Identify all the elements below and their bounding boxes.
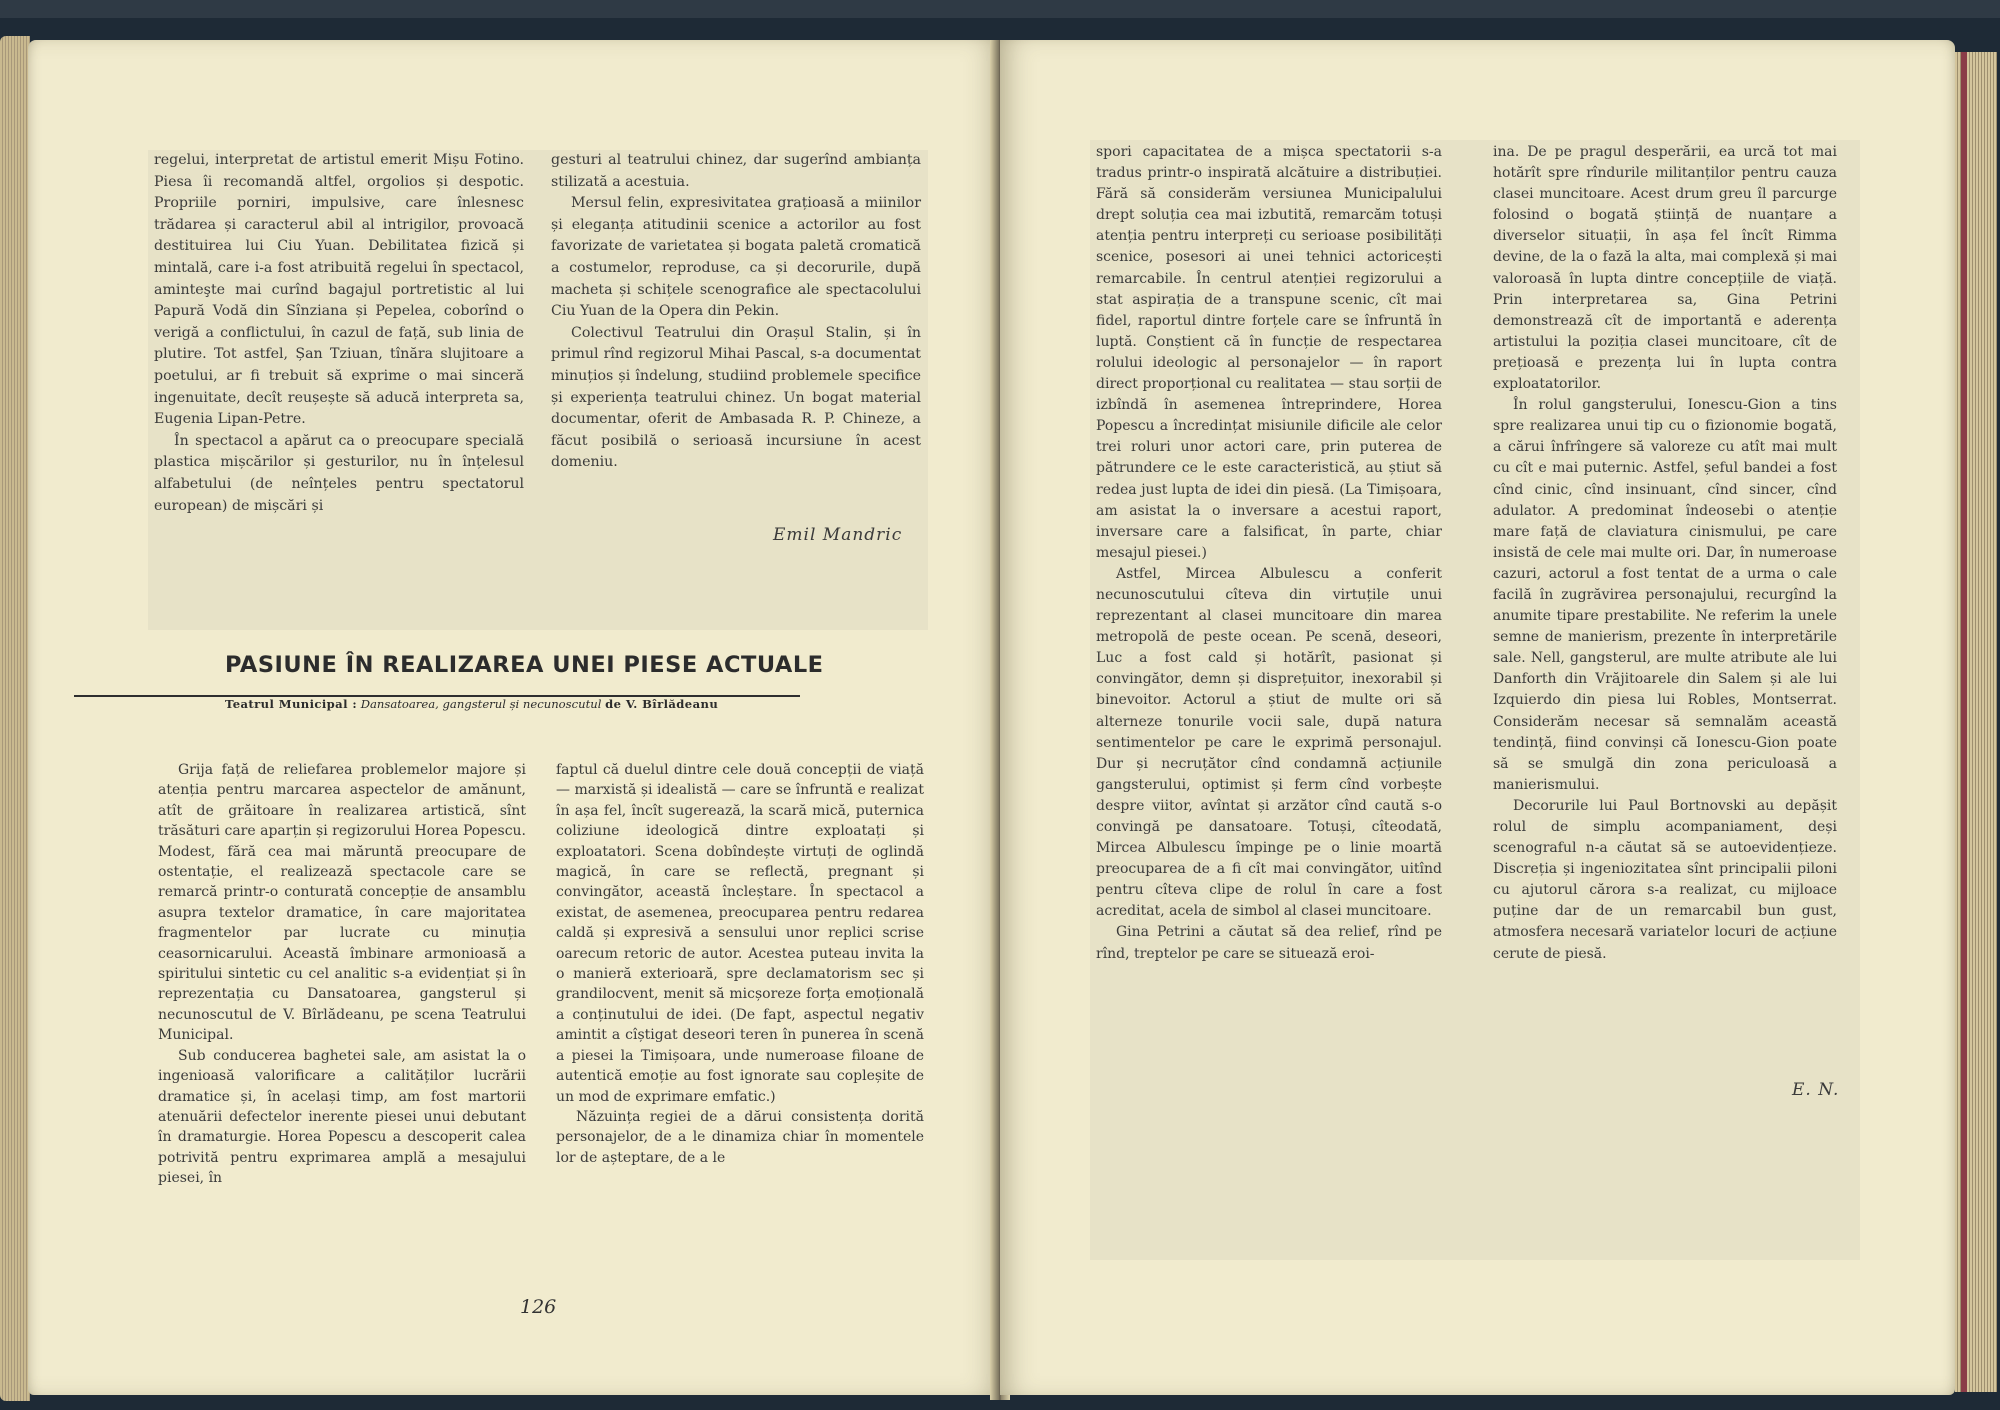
paragraph: Decorurile lui Paul Bortnovski au depășit rolul de simplu acompaniament, deși scenograful n-a căutat să se autoevidențieze. Discreția și ingeniozitatea sînt principalii piloni cu ajutorul cărora s-a realizat, cu mijloace puține dar de un remarcabil bun gust, atmosfera necesară variatelor locuri de acțiune cerute de piesă.	[1493, 797, 1837, 962]
article-subhead	[225, 697, 805, 711]
paragraph: Grija față de reliefarea problemelor majore și atenția pentru marcarea aspectelor de amănunt, atît de grăitoare în realizarea artistică, sînt trăsături care aparțin și regizorului Horea Popescu. Modest, fără cea mai măruntă preocupare de ostentație, el realizează spectacole care se remarcă printr-o conturată concepție de ansamblu asupra textelor dramatice, în care majoritatea fragmentelor par lucrate cu minuția ceasornicarului. Această îmbinare armonioasă a spiritului sintetic cu cel analitic s-a evidențiat și în reprezentația cu Dansatoarea, gangsterul și necunoscutul de V. Bîrlădeanu, pe scena Teatrului Municipal.	[158, 762, 526, 1044]
page-stack-left-edge	[0, 36, 30, 1401]
paragraph: În spectacol a apărut ca o preocupare specială plastica mișcărilor și gesturilor, nu în înțelesul alfabetului (de neînțeles pentru spectatorul european) de mișcări și	[154, 432, 524, 514]
theatre-name: Teatrul Municipal :	[225, 697, 358, 711]
paragraph: faptul că duelul dintre cele două concepții de viață — marxistă și idealistă — care se înfruntă e realizat în așa fel, încît sugerează, la scară mică, puternica coliziune ideologică dintre exploatați și exploatatori. Scena dobîndește virtuți de oglindă magică, în care se reflectă, pregnant și convingător, această încleștare. În spectacol a existat, de asemenea, preocuparea pentru redarea caldă și expresivă a sensului unor replici scrise oarecum retoric de autor. Acestea puteau invita la o manieră exterioară, spre declamatorism sec și grandilocvent, menit să micșoreze forța emoțională a conținutului de idei. (De fapt, aspectul negativ amintit a cîștigat deseori teren în punerea în scenă a piesei la Timișoara, unde numeroase filoane de autentică emoție au fost ignorate sau copleșite de un mod de exprimare emfatic.)	[556, 762, 924, 1105]
page-stack-right-edge	[1955, 52, 1997, 1392]
left-page	[28, 40, 1000, 1395]
paragraph: Sub conducerea baghetei sale, am asistat la o ingenioasă valorificare a calităților lucrării dramatice și, în același timp, am fost martorii atenuării defectelor inerente piesei unui debutant în dramaturgie. Horea Popescu a descoperit calea potrivită pentru exprimarea amplă a mesajului piesei, în	[158, 1047, 526, 1187]
play-title: Dansatoarea, gangsterul și necunoscutul	[360, 697, 602, 711]
play-author: de V. Bîrlădeanu	[605, 697, 719, 711]
author-signature: Emil Mandric	[773, 525, 903, 545]
paragraph: spori capacitatea de a mișca spectatorii s-a tradus printr-o inspirată alcătuire a distribuției. Fără să considerăm versiunea Municipalului drept soluția cea mai izbutită, remarcăm totuși atenția pentru interpreți cu serioase posibilități scenice, posesori ai unei tehnici actoricești remarcabile. În centrul atenției regizorului a stat aspirația de a transpune scenic, cît mai fidel, raportul dintre forțele care se înfruntă în luptă. Conștient că în funcție de respectarea rolului ideologic al personajelor — în raport direct proporțional cu realitatea — stau sorții de izbîndă în asemenea întreprindere, Horea Popescu a încredințat misiunile dificile ale celor trei roluri unor actori care, prin puterea de pătrundere ce le este caracteristică, au știut să redea just lupta de idei din piesă. (La Timișoara, am asistat la o inversare a acestui raport, inversare care a falsificat, în parte, chiar mesajul piesei.)	[1096, 144, 1442, 561]
paragraph: Năzuința regiei de a dărui consistența dorită personajelor, de a le dinamiza chiar în momentele lor de așteptare, de a le	[556, 1108, 924, 1166]
left-top-column-2	[551, 150, 921, 474]
left-bottom-column-2	[556, 760, 924, 1168]
left-top-column-1	[154, 150, 524, 517]
right-column-1	[1096, 142, 1442, 965]
paragraph: În rolul gangsterului, Ionescu-Gion a tins spre realizarea unui tip cu o fizionomie bogată, a cărui înfrîngere să valoreze cu atît mai mult cu cît e mai puternic. Astfel, șeful bandei a fost cînd cinic, cînd insinuant, cînd sincer, cînd adulator. A predominat îndeosebi o atenție mare față de claviatura cinismului, pe care insistă de cele mai multe ori. Dar, în numeroase cazuri, actorul a fost tentat de a urma o cale facilă în zugrăvirea personajului, recurgînd la anumite tipare prestabilite. Ne referim la unele semne de manierism, prezente în interpretările sale. Nell, gangsterul, are multe atribute ale lui Danforth din Vrăjitoarele din Salem și ale lui Izquierdo din piesa lui Robles, Montserrat. Considerăm necesar să semnalăm această tendință, fiind convinși că Ionescu-Gion poate să se smulgă din zona periculoasă a manierismului.	[1493, 397, 1837, 793]
paragraph: Gina Petrini a căutat să dea relief, rînd pe rînd, treptelor pe care se situează eroi-	[1096, 924, 1442, 962]
author-signature: E. N.	[1792, 1080, 1840, 1100]
left-bottom-column-1	[158, 760, 526, 1189]
paragraph: Colectivul Teatrului din Orașul Stalin, și în primul rînd regizorul Mihai Pascal, s-a documentat minuțios și îndelung, studiind problemele specifice și experiența teatrului chinez. Un bogat material documentar, oferit de Ambasada R. P. Chineze, a făcut posibilă o serioasă incursiune în acest domeniu.	[551, 324, 921, 471]
right-page	[1000, 40, 1955, 1395]
right-column-2	[1493, 142, 1837, 965]
paragraph: regelui, interpretat de artistul emerit Mișu Fotino. Piesa îi recomandă altfel, orgolios și despotic. Propriile porniri, impulsive, care înlesnesc trădarea și caracterul abil al intrigilor, provoacă destituirea lui Ciu Yuan. Debilitatea fizică și mintală, care i-a fost atribuită regelui în spectacol, aminteşte mai curînd bagajul portretistic al lui Papură Vodă din Sînziana și Pepelea, coborînd o verigă a conflictului, în cazul de față, sub linia de plutire. Tot astfel, Șan Tziuan, tînăra slujitoare a poetului, ar fi trebuit să exprime o mai sinceră ingenuitate, decît reușește să aducă interpreta sa, Eugenia Lipan-Petre.	[154, 152, 524, 428]
paragraph: Mersul felin, expresivitatea grațioasă a miinilor și eleganța atitudinii scenice a actorilor au fost favorizate de varietatea și bogata paletă cromatică a costumelor, reproduse, ca și decorurile, după macheta și schițele scenografice ale spectacolului Ciu Yuan de la Opera din Pekin.	[551, 195, 921, 320]
paragraph: Astfel, Mircea Albulescu a conferit necunoscutului cîteva din virtuțile unui reprezentant al clasei muncitoare din marea metropolă de peste ocean. Pe scenă, deseori, Luc a fost cald și hotărît, pasionat și convingător, demn și disprețuitor, inexorabil și binevoitor. Actorul a știut de multe ori să alterneze tonurile vocii sale, după natura sentimentelor pe care le exprimă personajul. Dur și necruțător cînd condamnă acțiunile gangsterului, optimist și ferm cînd vorbește despre viitor, avîntat și arzător cînd caută s-o convingă pe dansatoare. Totuși, cîteodată, Mircea Albulescu împinge pe o linie moartă preocuparea de a fi cît mai convingător, uitînd pentru cîteva clipe de rolul în care a fost acreditat, acela de simbol al clasei muncitoare.	[1096, 565, 1442, 920]
paragraph: ina. De pe pragul desperării, ea urcă tot mai hotărît spre rîndurile militanților pentru cauza clasei muncitoare. Acest drum greu îl parcurge folosind o bogată știință de nuanțare a diverselor situații, în așa fel încît Rimma devine, de la o fază la alta, mai complexă și mai valoroasă în lupta dintre concepțiile de viață. Prin interpretarea sa, Gina Petrini demonstrează cît de importantă e aderența artistului la poziția clasei muncitoare, cît de prețioasă e prezența lui în lupta contra exploatatorilor.	[1493, 144, 1837, 393]
paragraph: gesturi al teatrului chinez, dar sugerînd ambianța stilizată a acestuia.	[551, 152, 921, 190]
page-number: 126	[520, 1296, 557, 1318]
article-headline: PASIUNE ÎN REALIZAREA UNEI PIESE ACTUALE	[225, 652, 824, 678]
